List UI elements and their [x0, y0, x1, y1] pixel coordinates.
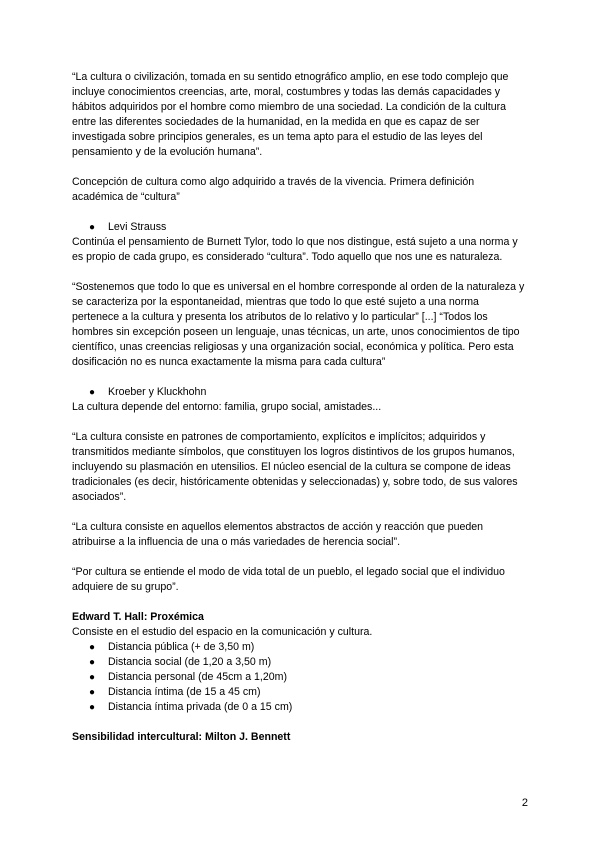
page-number: 2	[521, 797, 528, 809]
list-item	[72, 640, 528, 655]
distancias-list	[72, 640, 528, 715]
bullet-icon: ●	[89, 687, 96, 698]
hall-paragraph: Consiste en el estudio del espacio en la comunicación y cultura.	[72, 626, 373, 638]
bennett-heading: Sensibilidad intercultural: Milton J. Bennett	[72, 731, 291, 743]
bullet-icon: ●	[89, 387, 96, 398]
bullet-label: Levi Strauss	[108, 221, 167, 233]
bullet-icon: ●	[89, 702, 96, 713]
bullet-icon: ●	[89, 657, 96, 668]
list-item	[72, 700, 528, 715]
distancia-label: Distancia íntima (de 15 a 45 cm)	[108, 686, 261, 698]
list-item	[72, 670, 528, 685]
kroeber-list	[72, 385, 528, 400]
distancia-label: Distancia personal (de 45cm a 1,20m)	[108, 671, 288, 683]
levi-strauss-paragraph: Continúa el pensamiento de Burnett Tylor, todo lo que nos distingue, está sujeto a una norma y es propio de cada grupo, es considerado “cultura”. Todo aquello que nos une es naturaleza.	[72, 236, 518, 263]
bullet-icon: ●	[89, 642, 96, 653]
concepcion-paragraph: Concepción de cultura como algo adquirido a través de la vivencia. Primera definición académica de “cultura”	[72, 176, 475, 203]
levi-strauss-quote: “Sostenemos que todo lo que es universal en el hombre corresponde al orden de la naturaleza y se caracteriza por la espontaneidad, mientras que todo lo que esté sujeto a una norma pertenece a la cultura y presenta los atributos de lo relativo y lo particular” [...] “Todos los hombres sin excepción poseen un lenguaje, unas técnicas, un arte, unos conocimientos de tipo científico, unas creencias religiosas y una organización social, económica y política. Pero esta dosificación no es nunca exactamente la misma para cada cultura”	[72, 281, 525, 368]
bullet-icon: ●	[89, 222, 96, 233]
distancia-label: Distancia pública (+ de 3,50 m)	[108, 641, 255, 653]
kroeber-quote-2: “La cultura consiste en aquellos elementos abstractos de acción y reacción que pueden atribuirse a la influencia de una o más variedades de herencia social”.	[72, 521, 484, 548]
kroeber-quote-1: “La cultura consiste en patrones de comportamiento, explícitos e implícitos; adquiridos y transmitidos mediante símbolos, que constituyen los logros distintivos de los grupos humanos, incluyendo su plasmación en utensilios. El núcleo esencial de la cultura se compone de ideas tradicionales (es decir, históricamente obtenidas y seleccionadas) y, sobre todo, de sus valores asociados”.	[72, 431, 518, 503]
distancia-label: Distancia íntima privada (de 0 a 15 cm)	[108, 701, 293, 713]
distancia-label: Distancia social (de 1,20 a 3,50 m)	[108, 656, 272, 668]
list-item	[72, 220, 528, 235]
bullet-icon: ●	[89, 672, 96, 683]
document-page	[72, 70, 528, 745]
kroeber-paragraph: La cultura depende del entorno: familia, grupo social, amistades...	[72, 401, 382, 413]
bullet-label: Kroeber y Kluckhohn	[108, 386, 207, 398]
tylor-quote: “La cultura o civilización, tomada en su sentido etnográfico amplio, en ese todo complejo que incluye conocimientos creencias, arte, moral, costumbres y todas las demás capacidades y hábitos adquiridos por el hombre como miembro de una sociedad. La condición de la cultura entre las diferentes sociedades de la humanidad, en la medida en que es capaz de ser investigada sobre principios generales, es un tema apto para el estudio de las leyes del pensamiento y de la evolución humana”.	[72, 71, 509, 158]
list-item	[72, 655, 528, 670]
hall-heading: Edward T. Hall: Proxémica	[72, 611, 204, 623]
list-item	[72, 385, 528, 400]
kroeber-quote-3: “Por cultura se entiende el modo de vida total de un pueblo, el legado social que el individuo adquiere de su grupo”.	[72, 566, 505, 593]
levi-strauss-list	[72, 220, 528, 235]
list-item	[72, 685, 528, 700]
